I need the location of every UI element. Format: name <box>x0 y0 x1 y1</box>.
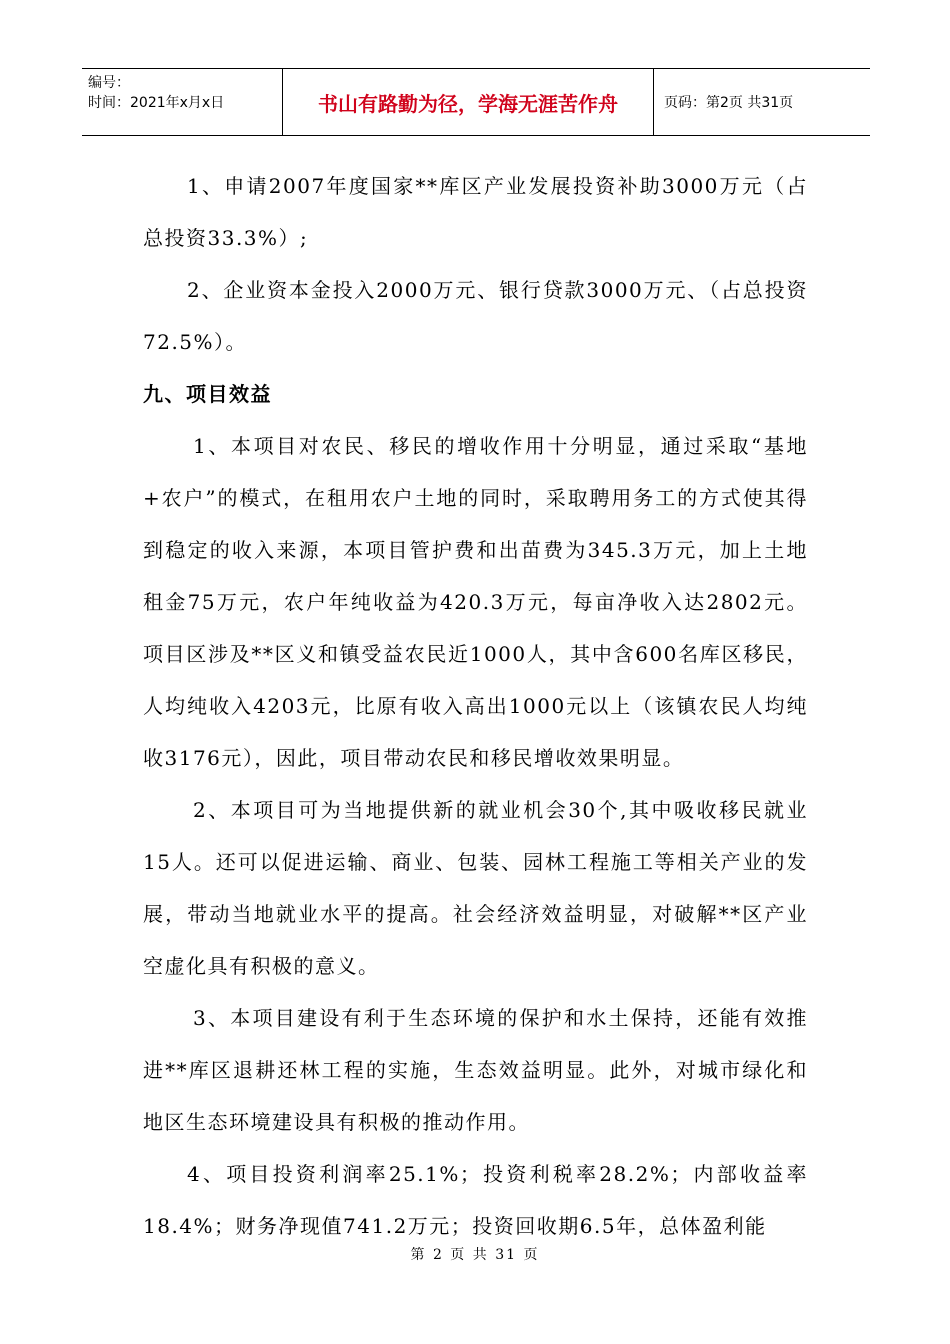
funding-paragraph-1: 1、申请2007年度国家**库区产业发展投资补助3000万元（占总投资33.3%）; <box>143 174 808 250</box>
benefit-paragraph-4: 4、项目投资利润率25.1%；投资利税率28.2%；内部收益率18.4%；财务净现值741.2万元；投资回收期6.5年，总体盈利能 <box>143 1162 808 1238</box>
document-date-label: 时间：2021年x月x日 <box>88 95 225 111</box>
header-meta <box>82 69 283 135</box>
benefit-paragraph-3: 3、本项目建设有利于生态环境的保护和水土保持，还能有效推进**库区退耕还林工程的实施，生态效益明显。此外，对城市绿化和地区生态环境建设具有积极的推动作用。 <box>143 1006 808 1134</box>
document-body <box>143 160 808 1252</box>
section-heading: 九、项目效益 <box>143 382 272 406</box>
document-number-label: 编号： <box>88 75 130 91</box>
header-page-info: 页码：第2页 共31页 <box>664 95 794 111</box>
header-motto: 书山有路勤为径，学海无涯苦作舟 <box>318 91 618 116</box>
benefit-paragraph-2: 2、本项目可为当地提供新的就业机会30个,其中吸收移民就业15人。还可以促进运输、商业、包装、园林工程施工等相关产业的发展，带动当地就业水平的提高。社会经济效益明显，对破解**区产业空虚化具有积极的意义。 <box>143 798 808 978</box>
header-motto-cell <box>283 69 654 135</box>
funding-paragraph-2: 2、企业资本金投入2000万元、银行贷款3000万元、（占总投资72.5%）。 <box>143 278 808 354</box>
page-footer: 第 2 页 共 31 页 <box>410 1247 540 1263</box>
header-page-info-cell <box>654 69 870 135</box>
benefit-paragraph-1: 1、本项目对农民、移民的增收作用十分明显，通过采取“基地+农户”的模式，在租用农户土地的同时，采取聘用务工的方式使其得到稳定的收入来源，本项目管护费和出苗费为345.3万元，加上土地租金75万元，农户年纯收益为420.3万元，每亩净收入达2802元。项目区涉及**区义和镇受益农民近1000人，其中含600名库区移民，人均纯收入4203元，比原有收入高出1000元以上（该镇农民人均纯收3176元），因此，项目带动农民和移民增收效果明显。 <box>143 434 808 770</box>
page-header <box>82 68 870 136</box>
